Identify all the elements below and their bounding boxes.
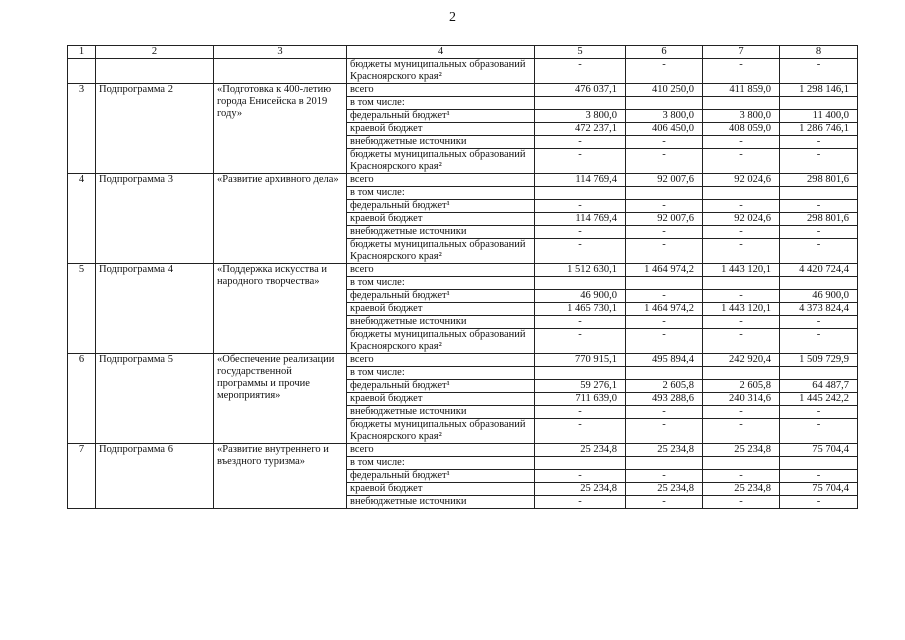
value-cell: - (535, 136, 626, 149)
value-cell: - (535, 406, 626, 419)
value-cell (535, 97, 626, 110)
value-cell: 59 276,1 (535, 380, 626, 393)
value-cell: - (780, 136, 858, 149)
value-cell (626, 277, 703, 290)
value-cell: - (626, 470, 703, 483)
value-cell: - (535, 419, 626, 444)
value-cell: 408 059,0 (703, 123, 780, 136)
table-row (68, 174, 858, 187)
value-cell: 298 801,6 (780, 174, 858, 187)
funding-source-label: всего (347, 444, 535, 457)
value-cell: - (780, 329, 858, 354)
value-cell: - (626, 496, 703, 509)
value-cell: 476 037,1 (535, 84, 626, 97)
value-cell: - (626, 406, 703, 419)
table-body (68, 46, 858, 509)
value-cell: 25 234,8 (626, 483, 703, 496)
value-cell: - (780, 226, 858, 239)
value-cell: - (703, 329, 780, 354)
funding-source-label: краевой бюджет (347, 303, 535, 316)
value-cell: - (626, 149, 703, 174)
value-cell (535, 457, 626, 470)
value-cell: 1 443 120,1 (703, 264, 780, 277)
table-row (68, 84, 858, 97)
funding-source-label: всего (347, 264, 535, 277)
value-cell: 242 920,4 (703, 354, 780, 367)
value-cell: 25 234,8 (703, 444, 780, 457)
funding-source-label: федеральный бюджет¹ (347, 470, 535, 483)
funding-source-label: внебюджетные источники (347, 406, 535, 419)
value-cell: 3 800,0 (535, 110, 626, 123)
value-cell: - (626, 419, 703, 444)
program-name: Подпрограмма 3 (96, 174, 214, 264)
value-cell: - (535, 226, 626, 239)
funding-source-label: внебюджетные источники (347, 226, 535, 239)
value-cell: 4 420 724,4 (780, 264, 858, 277)
value-cell: 2 605,8 (626, 380, 703, 393)
funding-source-label: в том числе: (347, 97, 535, 110)
value-cell: - (535, 149, 626, 174)
value-cell: - (780, 200, 858, 213)
value-cell: 410 250,0 (626, 84, 703, 97)
value-cell (535, 187, 626, 200)
funding-source-label: краевой бюджет (347, 393, 535, 406)
header-cell: 4 (347, 46, 535, 59)
value-cell (535, 367, 626, 380)
row-number: 7 (68, 444, 96, 509)
value-cell (703, 277, 780, 290)
funding-source-label: бюджеты муниципальных образований Красноярского края² (347, 419, 535, 444)
value-cell: 2 605,8 (703, 380, 780, 393)
value-cell (626, 457, 703, 470)
funding-source-label: бюджеты муниципальных образований Красноярского края² (347, 239, 535, 264)
value-cell: - (780, 419, 858, 444)
header-cell: 8 (780, 46, 858, 59)
value-cell: 92 024,6 (703, 213, 780, 226)
header-cell: 3 (214, 46, 347, 59)
value-cell: 472 237,1 (535, 123, 626, 136)
value-cell: 25 234,8 (535, 444, 626, 457)
funding-source-label: краевой бюджет (347, 483, 535, 496)
value-cell: - (626, 239, 703, 264)
value-cell: 64 487,7 (780, 380, 858, 393)
value-cell (703, 187, 780, 200)
value-cell: 770 915,1 (535, 354, 626, 367)
value-cell (626, 187, 703, 200)
value-cell: 46 900,0 (535, 290, 626, 303)
value-cell: - (703, 149, 780, 174)
value-cell (780, 187, 858, 200)
funding-source-label: федеральный бюджет¹ (347, 290, 535, 303)
value-cell: 11 400,0 (780, 110, 858, 123)
value-cell: 25 234,8 (626, 444, 703, 457)
value-cell: - (703, 200, 780, 213)
program-name: Подпрограмма 6 (96, 444, 214, 509)
value-cell: 1 286 746,1 (780, 123, 858, 136)
value-cell: 1 445 242,2 (780, 393, 858, 406)
value-cell: 1 443 120,1 (703, 303, 780, 316)
funding-source-label: внебюджетные источники (347, 316, 535, 329)
page-number: 2 (449, 10, 456, 25)
value-cell (703, 97, 780, 110)
program-name: Подпрограмма 5 (96, 354, 214, 444)
value-cell: 92 007,6 (626, 213, 703, 226)
program-title: «Поддержка искусства и народного творчества» (214, 264, 347, 354)
row-number (68, 59, 96, 84)
value-cell: - (780, 406, 858, 419)
funding-source-label: в том числе: (347, 277, 535, 290)
value-cell: 25 234,8 (703, 483, 780, 496)
program-name: Подпрограмма 4 (96, 264, 214, 354)
value-cell: - (703, 290, 780, 303)
value-cell: - (535, 329, 626, 354)
value-cell: - (626, 200, 703, 213)
value-cell: - (535, 470, 626, 483)
program-title: «Обеспечение реализации государственной программы и прочие мероприятия» (214, 354, 347, 444)
value-cell: 75 704,4 (780, 483, 858, 496)
value-cell: - (703, 239, 780, 264)
value-cell: 1 464 974,2 (626, 264, 703, 277)
value-cell: 411 859,0 (703, 84, 780, 97)
header-cell: 7 (703, 46, 780, 59)
value-cell: - (703, 470, 780, 483)
funding-source-label: всего (347, 84, 535, 97)
program-title (214, 59, 347, 84)
value-cell (626, 367, 703, 380)
value-cell: - (703, 406, 780, 419)
value-cell (626, 97, 703, 110)
header-cell: 5 (535, 46, 626, 59)
value-cell: - (626, 59, 703, 84)
value-cell: 406 450,0 (626, 123, 703, 136)
value-cell: - (780, 59, 858, 84)
program-title: «Развитие внутреннего и въездного туризма» (214, 444, 347, 509)
program-title: «Развитие архивного дела» (214, 174, 347, 264)
funding-source-label: в том числе: (347, 187, 535, 200)
value-cell: 92 007,6 (626, 174, 703, 187)
header-cell: 6 (626, 46, 703, 59)
value-cell: - (535, 59, 626, 84)
value-cell: 75 704,4 (780, 444, 858, 457)
value-cell: - (780, 239, 858, 264)
funding-source-label: всего (347, 174, 535, 187)
value-cell: - (780, 316, 858, 329)
value-cell: - (626, 226, 703, 239)
value-cell: - (703, 496, 780, 509)
value-cell: - (703, 136, 780, 149)
value-cell: 46 900,0 (780, 290, 858, 303)
value-cell: 3 800,0 (626, 110, 703, 123)
value-cell: 114 769,4 (535, 213, 626, 226)
value-cell: - (780, 149, 858, 174)
value-cell: - (626, 316, 703, 329)
value-cell: 4 373 824,4 (780, 303, 858, 316)
value-cell: 711 639,0 (535, 393, 626, 406)
value-cell (535, 277, 626, 290)
value-cell (780, 367, 858, 380)
header-cell: 1 (68, 46, 96, 59)
value-cell: 1 509 729,9 (780, 354, 858, 367)
value-cell: - (535, 316, 626, 329)
value-cell: 114 769,4 (535, 174, 626, 187)
value-cell: - (535, 239, 626, 264)
value-cell: 1 465 730,1 (535, 303, 626, 316)
value-cell (780, 277, 858, 290)
table-row (68, 264, 858, 277)
value-cell: 3 800,0 (703, 110, 780, 123)
value-cell: 1 298 146,1 (780, 84, 858, 97)
program-title: «Подготовка к 400-летию города Енисейска в 2019 году» (214, 84, 347, 174)
table-row (68, 59, 858, 84)
funding-source-label: всего (347, 354, 535, 367)
funding-source-label: в том числе: (347, 457, 535, 470)
funding-source-label: бюджеты муниципальных образований Красноярского края² (347, 149, 535, 174)
value-cell: - (626, 290, 703, 303)
value-cell: - (703, 226, 780, 239)
value-cell: - (780, 470, 858, 483)
header-row (68, 46, 858, 59)
table-row (68, 444, 858, 457)
value-cell: - (703, 316, 780, 329)
value-cell: - (703, 419, 780, 444)
value-cell: 92 024,6 (703, 174, 780, 187)
value-cell: 1 512 630,1 (535, 264, 626, 277)
value-cell: - (626, 136, 703, 149)
value-cell: 495 894,4 (626, 354, 703, 367)
value-cell (703, 367, 780, 380)
funding-source-label: внебюджетные источники (347, 496, 535, 509)
value-cell: - (780, 496, 858, 509)
funding-source-label: в том числе: (347, 367, 535, 380)
value-cell: 25 234,8 (535, 483, 626, 496)
value-cell: - (703, 59, 780, 84)
budget-table (67, 45, 858, 509)
value-cell: 240 314,6 (703, 393, 780, 406)
value-cell: - (535, 496, 626, 509)
funding-source-label: федеральный бюджет¹ (347, 110, 535, 123)
funding-source-label: бюджеты муниципальных образований Красноярского края² (347, 329, 535, 354)
row-number: 3 (68, 84, 96, 174)
funding-source-label: федеральный бюджет¹ (347, 380, 535, 393)
table-row (68, 354, 858, 367)
value-cell (703, 457, 780, 470)
value-cell (780, 97, 858, 110)
value-cell: 1 464 974,2 (626, 303, 703, 316)
value-cell: 493 288,6 (626, 393, 703, 406)
program-name (96, 59, 214, 84)
value-cell: 298 801,6 (780, 213, 858, 226)
value-cell (780, 457, 858, 470)
value-cell: - (535, 200, 626, 213)
funding-source-label: федеральный бюджет¹ (347, 200, 535, 213)
header-cell: 2 (96, 46, 214, 59)
funding-source-label: краевой бюджет (347, 213, 535, 226)
funding-source-label: внебюджетные источники (347, 136, 535, 149)
row-number: 5 (68, 264, 96, 354)
program-name: Подпрограмма 2 (96, 84, 214, 174)
funding-source-label: бюджеты муниципальных образований Красноярского края² (347, 59, 535, 84)
funding-source-label: краевой бюджет (347, 123, 535, 136)
row-number: 6 (68, 354, 96, 444)
value-cell: - (626, 329, 703, 354)
row-number: 4 (68, 174, 96, 264)
